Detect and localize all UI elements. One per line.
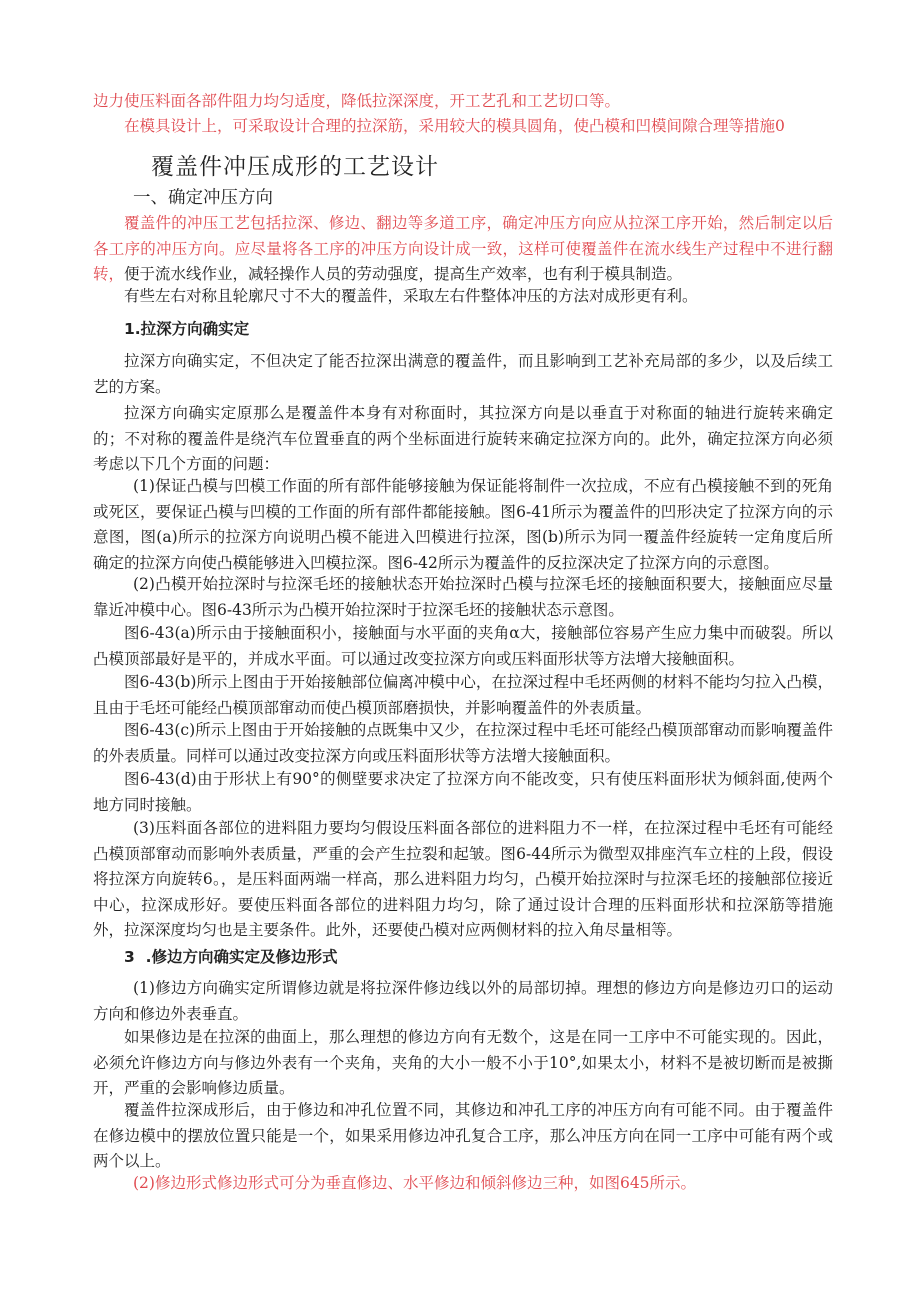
sub1-paragraph-1: 拉深方向确实定，不但决定了能否拉深出满意的覆盖件，而且影响到工艺补充局部的多少，以及后续工艺的方案。: [93, 352, 833, 396]
section1-paragraph-1: [93, 211, 833, 288]
figure-6-43a-text: 图6-43(a)所示由于接触面积小，接触面与水平面的夹角α大，接触部位容易产生应力集中而破裂。所以凸模顶部最好是平的，并成水平面。可以通过改变拉深方向或压料面形状等方法增大接触面积。: [93, 624, 833, 668]
section1-p1-red-text: 覆盖件的冲压工艺包括拉深、修边、翻边等多道工序，确定冲压方向应从拉深工序开始，然后制定以后各工序的冲压方向。应尽量将各工序的冲压方向设计成一致，这样可使覆盖件在流水线生产过程中不进行翻转，: [93, 214, 833, 283]
sub3-paragraph-1: 如果修边是在拉深的曲面上，那么理想的修边方向有无数个，这是在同一工序中不可能实现的。因此，必须允许修边方向与修边外表有一个夹角，夹角的大小一般不小于10°,如果太小，材料不是被切断而是被撕开，严重的会影响修边质量。: [93, 1028, 833, 1097]
sub1-item-1: (1)保证凸模与凹模工作面的所有部件能够接触为保证能将制件一次拉成，不应有凸模接触不到的死角或死区，要保证凸模与凹模的工作面的所有部件都能接触。图6-41所示为覆盖件的凹形决定了拉深方向的示意图，图(a)所示的拉深方向说明凸模不能进入凹模进行拉深，图(b)所示为同一覆盖件经旋转一定角度后所确定的拉深方向使凸模能够进入凹模拉深。图6-42所示为覆盖件的反拉深决定了拉深方向的示意图。: [93, 477, 833, 572]
section-heading-1: 一、确定冲压方向: [133, 188, 273, 208]
section1-paragraph-2: 有些左右对称且轮廓尺寸不大的覆盖件，采取左右件整体冲压的方法对成形更有利。: [124, 287, 698, 305]
page-title: 覆盖件冲压成形的工艺设计: [151, 154, 439, 180]
sub3-item-1: (1)修边方向确实定所谓修边就是将拉深件修边线以外的局部切掉。理想的修边方向是修边刃口的运动方向和修边外表垂直。: [93, 979, 833, 1023]
figure-6-43c-text: 图6-43(c)所示上图由于开始接触的点既集中又少，在拉深过程中毛坯可能经凸模顶部窜动而影响覆盖件的外表质量。同样可以通过改变拉深方向或压料面形状等方法增大接触面积。: [93, 721, 833, 765]
sub1-item-3: (3)压料面各部位的进料阻力要均匀假设压料面各部位的进料阻力不一样，在拉深过程中毛坯有可能经凸模顶部窜动而影响外表质量，严重的会产生拉裂和起皱。图6-44所示为微型双排座汽车立柱的上段，假设将拉深方向旋转6。，是压料面两端一样高，那么进料阻力均匀，凸模开始拉深时与拉深毛坯的接触部位接近中心，拉深成形好。要使压料面各部位的进料阻力均匀，除了通过设计合理的压料面形状和拉深筋等措施外，拉深深度均匀也是主要条件。此外，还要使凸模对应两侧材料的拉入角尽量相等。: [93, 819, 833, 939]
intro-line-1: 边力使压料面各部件阻力均匀适度，降低拉深深度，开工艺孔和工艺切口等。: [93, 92, 621, 110]
intro-line-2: 在模具设计上，可采取设计合理的拉深筋，采用较大的模具圆角，使凸模和凹模间隙合理等措施0: [124, 117, 785, 135]
subsection-heading-1: 1.拉深方向确实定: [124, 320, 250, 338]
sub3-paragraph-2: 覆盖件拉深成形后，由于修边和冲孔位置不同，其修边和冲孔工序的冲压方向有可能不同。由于覆盖件在修边模中的摆放位置只能是一个，如果采用修边冲孔复合工序，那么冲压方向在同一工序中可能有两个或两个以上。: [93, 1101, 833, 1170]
figure-6-43d-text: 图6-43(d)由于形状上有90°的侧壁要求决定了拉深方向不能改变，只有使压料面形状为倾斜面,使两个地方同时接触。: [93, 770, 833, 814]
figure-6-43b-text: 图6-43(b)所示上图由于开始接触部位偏离冲模中心，在拉深过程中毛坯两侧的材料不能均匀拉入凸模，且由于毛坯可能经凸模顶部窜动而使凸模顶部磨损快，并影响覆盖件的外表质量。: [93, 673, 833, 717]
sub1-paragraph-2: 拉深方向确实定原那么是覆盖件本身有对称面时，其拉深方向是以垂直于对称面的轴进行旋转来确定的；不对称的覆盖件是绕汽车位置垂直的两个坐标面进行旋转来确定拉深方向的。此外，确定拉深方向必须考虑以下几个方面的问题：: [93, 404, 833, 473]
section1-p1-black-text: 便于流水线作业，减轻操作人员的劳动强度，提高生产效率，也有利于模具制造。: [124, 265, 683, 283]
sub3-item-2: (2)修边形式修边形式可分为垂直修边、水平修边和倾斜修边三种，如图645所示。: [133, 1174, 697, 1192]
sub1-item-2: (2)凸模开始拉深时与拉深毛坯的接触状态开始拉深时凸模与拉深毛坯的接触面积要大，接触面应尽量靠近冲模中心。图6-43所示为凸模开始拉深时于拉深毛坯的接触状态示意图。: [93, 575, 833, 619]
subsection-heading-3: 3 .修边方向确实定及修边形式: [124, 948, 338, 966]
